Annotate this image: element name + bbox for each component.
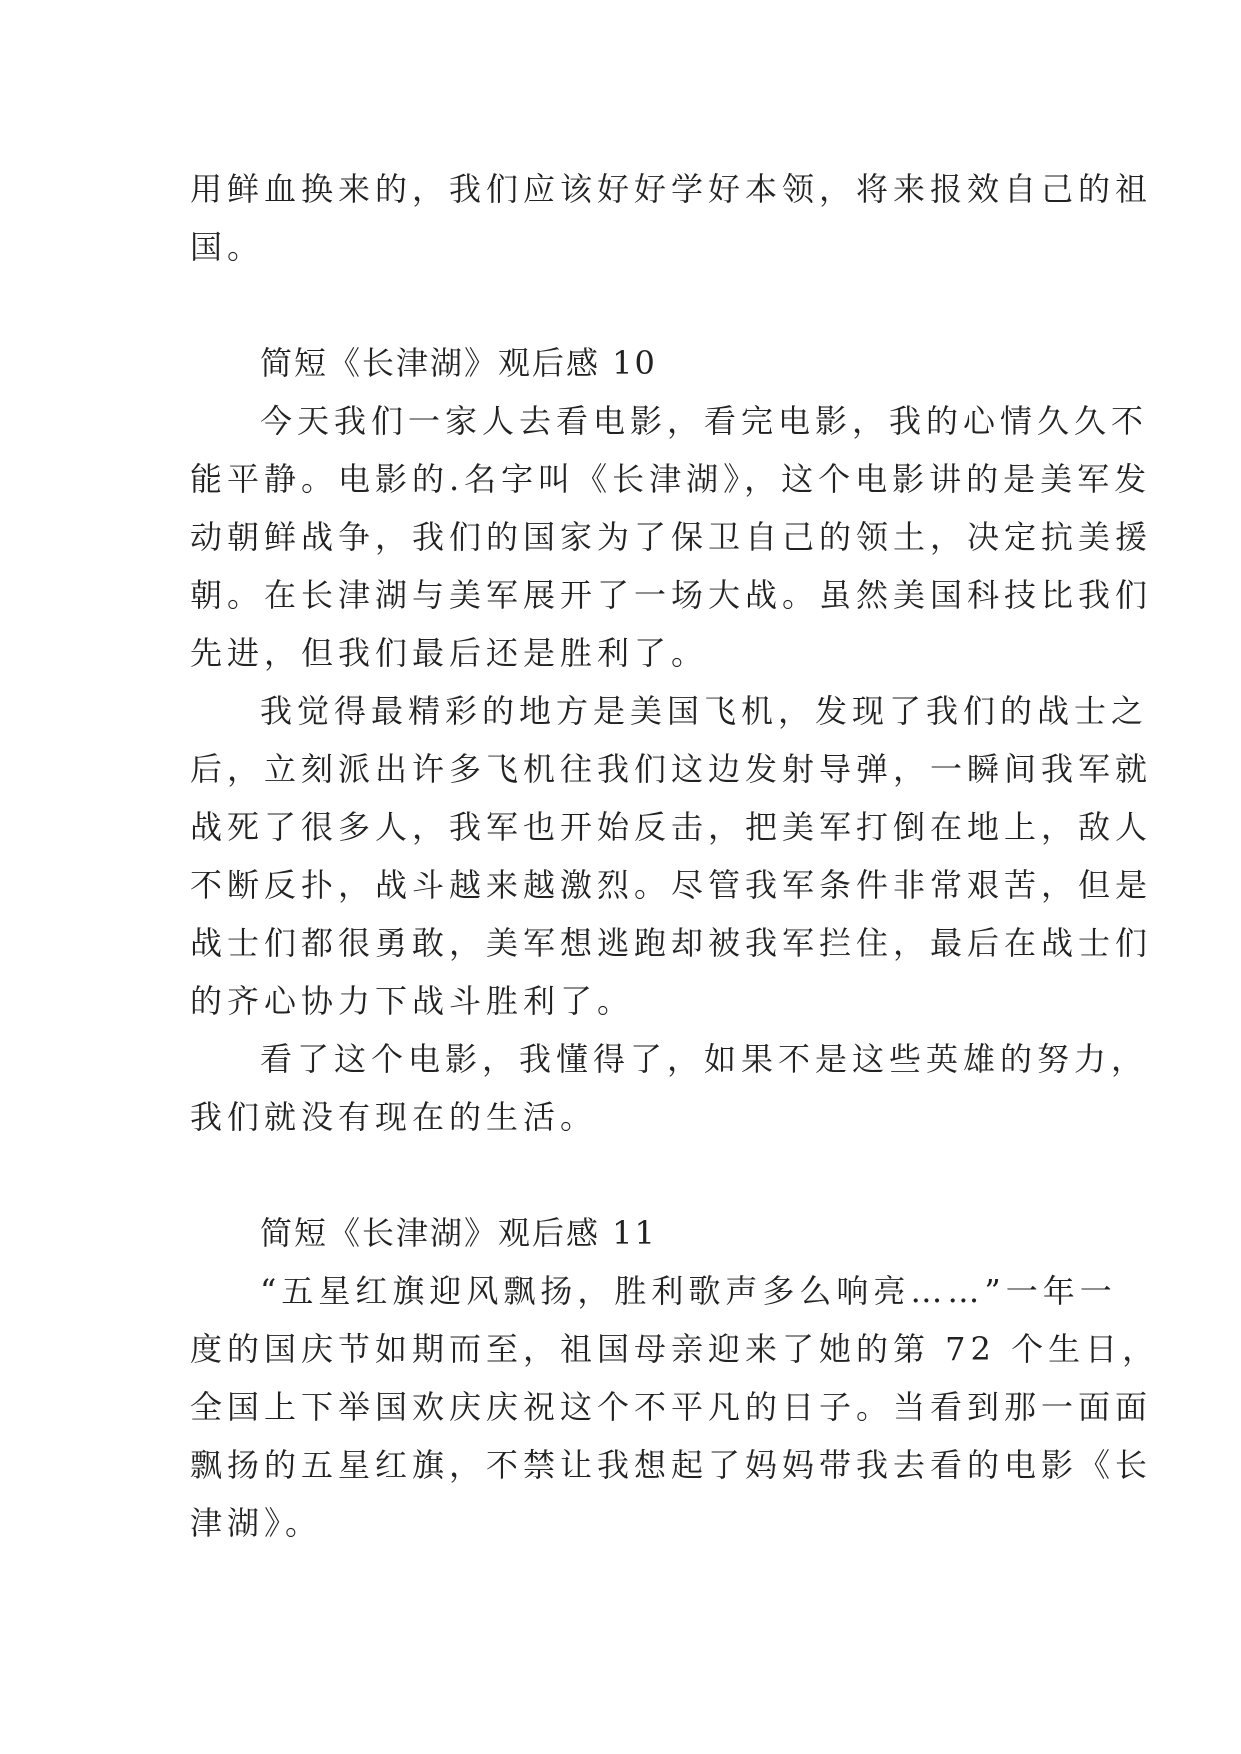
text-line: 国。 bbox=[190, 228, 265, 266]
document-body bbox=[190, 160, 1160, 1552]
text-line: 先进，但我们最后还是胜利了。 bbox=[190, 634, 709, 672]
continued-paragraph bbox=[190, 160, 1153, 276]
text-line: 度的国庆节如期而至，祖国母亲迎来了她的第 72 个生日， bbox=[190, 1330, 1160, 1368]
section-10-title: 简短《长津湖》观后感 10 bbox=[260, 344, 657, 382]
text-line: 我觉得最精彩的地方是美国飞机，发现了我们的战士之 bbox=[260, 692, 1149, 730]
text-line: 朝。在长津湖与美军展开了一场大战。虽然美国科技比我们 bbox=[190, 576, 1153, 614]
text-line: 看了这个电影，我懂得了，如果不是这些英雄的努力， bbox=[260, 1040, 1149, 1078]
text-line: 今天我们一家人去看电影，看完电影，我的心情久久不 bbox=[260, 402, 1149, 440]
text-line: 动朝鲜战争，我们的国家为了保卫自己的领土，决定抗美援 bbox=[190, 518, 1153, 556]
section-10-paragraph-1 bbox=[190, 392, 1153, 682]
section-11-paragraph-1 bbox=[190, 1262, 1160, 1552]
text-line: 后，立刻派出许多飞机往我们这边发射导弹，一瞬间我军就 bbox=[190, 750, 1153, 788]
text-line: 能平静。电影的.名字叫《长津湖》，这个电影讲的是美军发 bbox=[190, 460, 1152, 498]
text-line: 战士们都很勇敢，美军想逃跑却被我军拦住，最后在战士们 bbox=[190, 924, 1153, 962]
text-line: 用鲜血换来的，我们应该好好学好本领，将来报效自己的祖 bbox=[190, 170, 1153, 208]
text-line: 飘扬的五星红旗，不禁让我想起了妈妈带我去看的电影《长 bbox=[190, 1446, 1153, 1484]
section-10-paragraph-3 bbox=[190, 1030, 1149, 1146]
section-11-title: 简短《长津湖》观后感 11 bbox=[260, 1214, 657, 1252]
section-10-paragraph-2 bbox=[190, 682, 1153, 1030]
text-line: 津湖》。 bbox=[190, 1504, 323, 1542]
text-line: 的齐心协力下战斗胜利了。 bbox=[190, 982, 635, 1020]
text-line: 我们就没有现在的生活。 bbox=[190, 1098, 598, 1136]
text-line: 战死了很多人，我军也开始反击，把美军打倒在地上，敌人 bbox=[190, 808, 1153, 846]
text-line: 全国上下举国欢庆庆祝这个不平凡的日子。当看到那一面面 bbox=[190, 1388, 1153, 1426]
text-line: “五星红旗迎风飘扬，胜利歌声多么响亮……”一年一 bbox=[260, 1272, 1117, 1310]
text-line: 不断反扑，战斗越来越激烈。尽管我军条件非常艰苦，但是 bbox=[190, 866, 1153, 904]
